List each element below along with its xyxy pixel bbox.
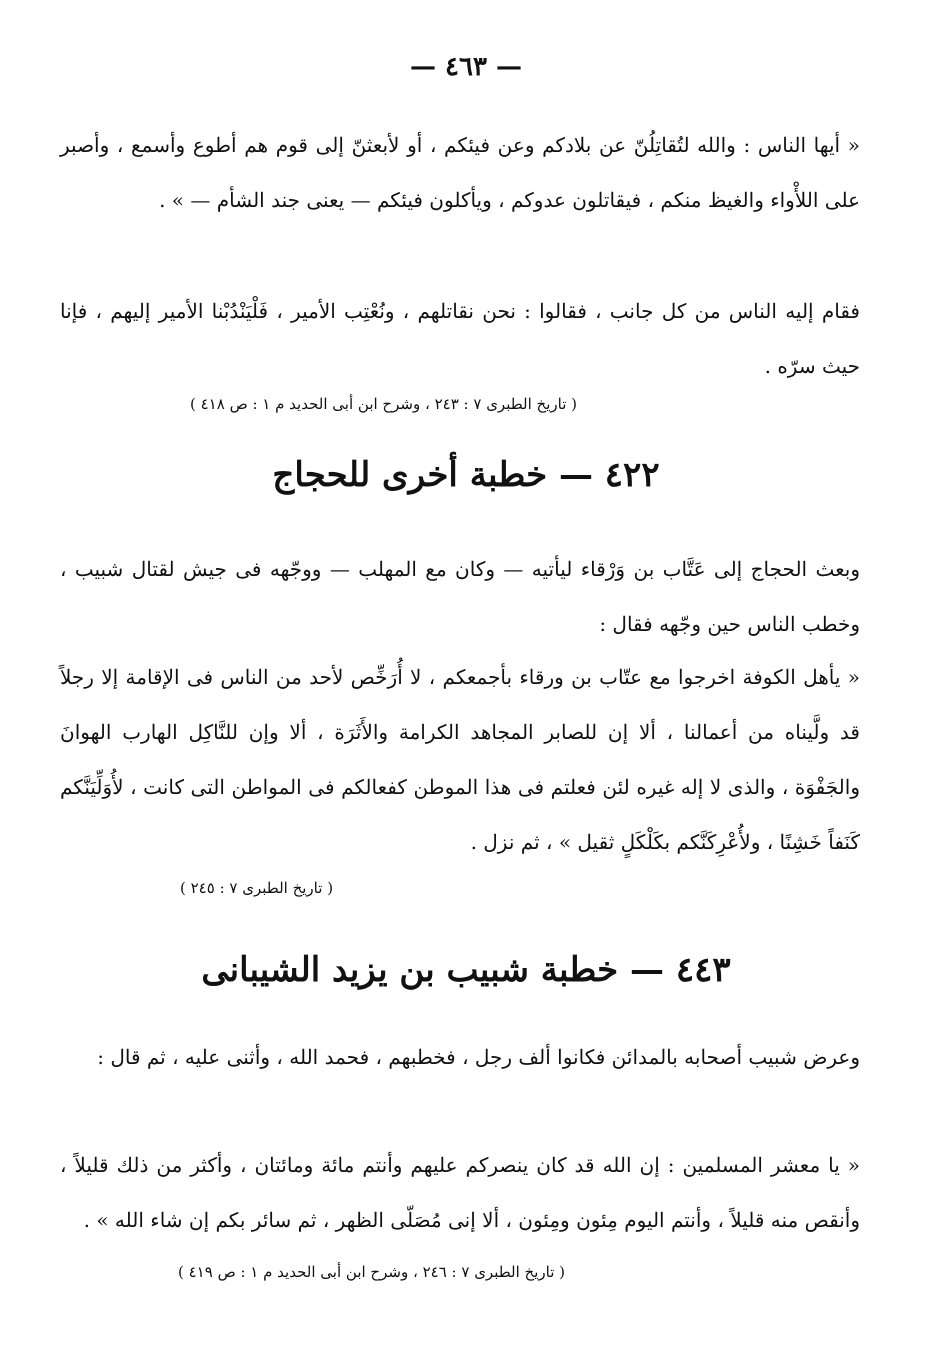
intro-paragraph: وعرض شبيب أصحابه بالمدائن فكانوا ألف رجل ، فخطبهم ، فحمد الله ، وأثنى عليه ، ثم قال : <box>97 1045 860 1069</box>
citation: ( تاريخ الطبرى ٧ : ٢٤٣ ، وشرح ابن أبى الحديد م ١ : ص ٤١٨ ) <box>190 395 578 413</box>
intro-paragraph: وبعث الحجاج إلى عَتَّاب بن وَرْقاء ليأتيه — وكان مع المهلب — ووجّهه فى جيش لقتال شبيب ، وخطب الناس حين وجّهه فقال : <box>60 557 860 636</box>
citation: ( تاريخ الطبرى ٧ : ٢٤٥ ) <box>180 879 334 897</box>
citation: ( تاريخ الطبرى ٧ : ٢٤٦ ، وشرح ابن أبى الحديد م ١ : ص ٤١٩ ) <box>178 1263 566 1281</box>
section-heading: ٤٢٢ — خطبة أخرى للحجاج <box>272 455 660 495</box>
speech-paragraph: « يأهل الكوفة اخرجوا مع عتّاب بن ورقاء بأجمعكم ، لا أُرَخِّص لأحد من الناس فى الإقامة إلا رجلاً قد ولَّيناه من أعمالنا ، ألا إن للصابر المجاهد الكرامة والأَثَرَة ، ألا وإن للنَّاكِل الهارب الهوانَ والجَفْوَة ، والذى لا إله غيره لئن فعلتم فى هذا الموطن كفعالكم فى المواطن التى كانت ، لأُوَلِّيَنَّكم كَنَفاً خَشِنًا ، ولأُعْرِكَنَّكم بكَلْكَلٍ ثقيل » ، ثم نزل . <box>60 665 860 854</box>
response-paragraph: فقام إليه الناس من كل جانب ، فقالوا : نحن نقاتلهم ، ونُعْتِب الأمير ، فَلْيَنْدُبْنا الأمير إليهم ، فإنا حيث سرّه . <box>60 299 860 378</box>
speech-paragraph: « يا معشر المسلمين : إن الله قد كان ينصركم عليهم وأنتم مائة ومائتان ، وأكثر من ذلك قليلاً ، وأنقص منه قليلاً ، وأنتم اليوم مِئون ومِئون ، ألا إنى مُصَلّى الظهر ، ثم سائر بكم إن شاء الله » . <box>60 1153 860 1232</box>
section-heading: ٤٤٣ — خطبة شبيب بن يزيد الشيبانى <box>201 950 731 990</box>
quote-paragraph: « أيها الناس : والله لتُقاتِلُنّ عن بلادكم وعن فيئكم ، أو لأبعثنّ إلى قوم هم أطوع وأسمع ، وأصبر على اللأْواء والغيظ منكم ، فيقاتلون عدوكم ، ويأكلون فيئكم — يعنى جند الشأم — » . <box>60 133 860 212</box>
page-number: — ٤٦٣ — <box>409 52 523 82</box>
